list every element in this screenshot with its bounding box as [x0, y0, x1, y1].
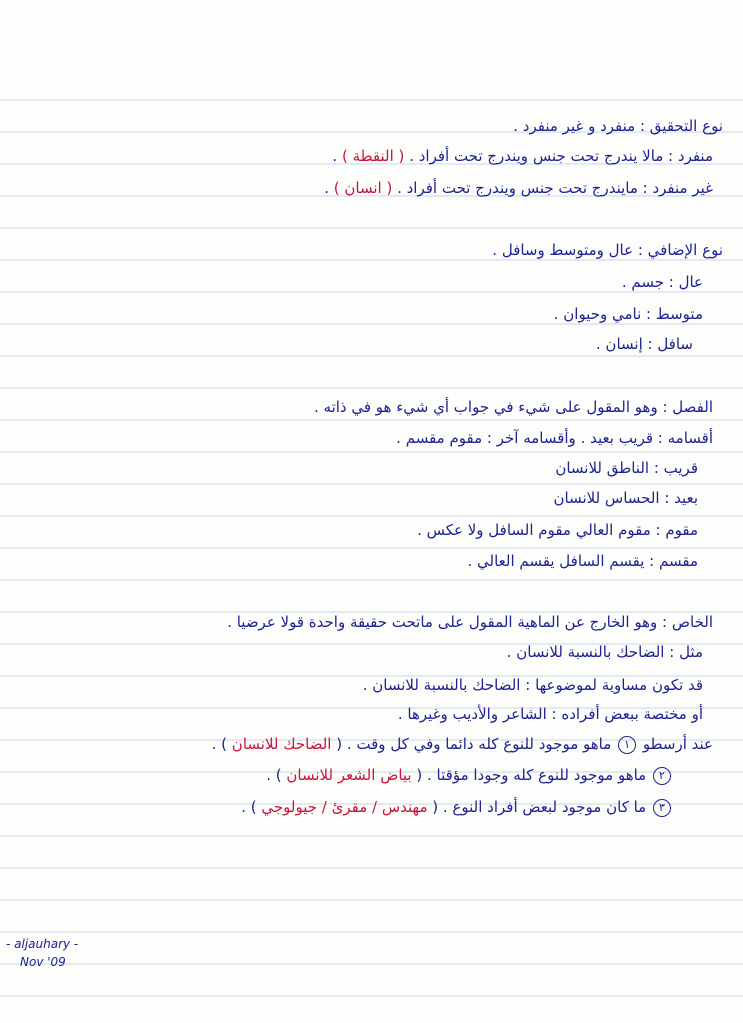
property-example: مثل : الضاحك بالنسبة للانسان .	[506, 643, 703, 661]
relative-low: سافل : إنسان .	[595, 335, 693, 353]
item2-text: ماهو موجود للنوع كله وجودا مؤقتا . (	[416, 766, 647, 784]
nonsingle-text: غير منفرد : مايندرج تحت جنس ويندرج تحت أفراد .	[397, 179, 713, 197]
item1-end: ) .	[211, 735, 228, 753]
nonsingle-end: .	[324, 179, 329, 197]
aristotle-prefix: عند أرسطو	[642, 735, 713, 753]
differentia-divisions: أقسامه : قريب بعيد . وأقسامه آخر : مقوم مقسم .	[396, 429, 713, 447]
number-1-badge: ١	[618, 736, 636, 754]
single-end: .	[332, 147, 338, 165]
differentia-constitutive: مقوم : مقوم العالي مقوم السافل ولا عكس .	[417, 521, 698, 539]
number-2-badge: ٢	[653, 767, 671, 785]
aristotle-item-3	[241, 797, 673, 817]
single-definition	[332, 146, 713, 166]
signature-date: Nov '09	[20, 955, 66, 969]
nonsingle-example: ( انسان )	[333, 179, 393, 197]
differentia-divisive: مقسم : يقسم السافل يقسم العالي .	[467, 552, 698, 570]
aristotle-item-2	[266, 765, 673, 785]
relative-heading: نوع الإضافي : عال ومتوسط وسافل .	[492, 241, 723, 259]
item3-text: ما كان موجود لبعض أفراد النوع . (	[432, 798, 647, 816]
relative-high: عال : جسم .	[621, 273, 703, 291]
single-text: منفرد : مالا يندرج تحت جنس ويندرج تحت أفراد .	[409, 147, 713, 165]
signature-name: - aljauhary -	[6, 937, 79, 951]
number-3-badge: ٣	[653, 799, 671, 817]
item1-text: ماهو موجود للنوع كله دائما وفي كل وقت . (	[336, 735, 612, 753]
differentia-heading: الفصل : وهو المقول على شيء في جواب أي شيء هو في ذاته .	[313, 398, 713, 416]
realization-heading: نوع التحقيق : منفرد و غير منفرد .	[513, 117, 723, 135]
differentia-near: قريب : الناطق للانسان	[555, 459, 698, 477]
property-equal: قد تكون مساوية لموضوعها : الضاحك بالنسبة للانسان .	[362, 676, 703, 694]
aristotle-item-1	[212, 734, 713, 754]
differentia-far: بعيد : الحساس للانسان	[553, 489, 698, 507]
property-specific: أو مختصة ببعض أفراده : الشاعر والأديب وغيرها .	[397, 705, 703, 723]
item3-example: مهندس / مقرئ / جيولوجي	[261, 798, 428, 816]
property-heading: الخاص : وهو الخارج عن الماهية المقول على ماتحت حقيقة واحدة قولا عرضيا .	[227, 613, 713, 631]
single-example: ( النقطة )	[341, 147, 405, 165]
item3-end: ) .	[241, 798, 257, 816]
nonsingle-definition	[324, 178, 713, 198]
relative-middle: متوسط : نامي وحيوان .	[553, 305, 703, 323]
item2-end: ) .	[266, 766, 282, 784]
item1-example: الضاحك للانسان	[231, 735, 332, 753]
item2-example: بياض الشعر للانسان	[286, 766, 412, 784]
